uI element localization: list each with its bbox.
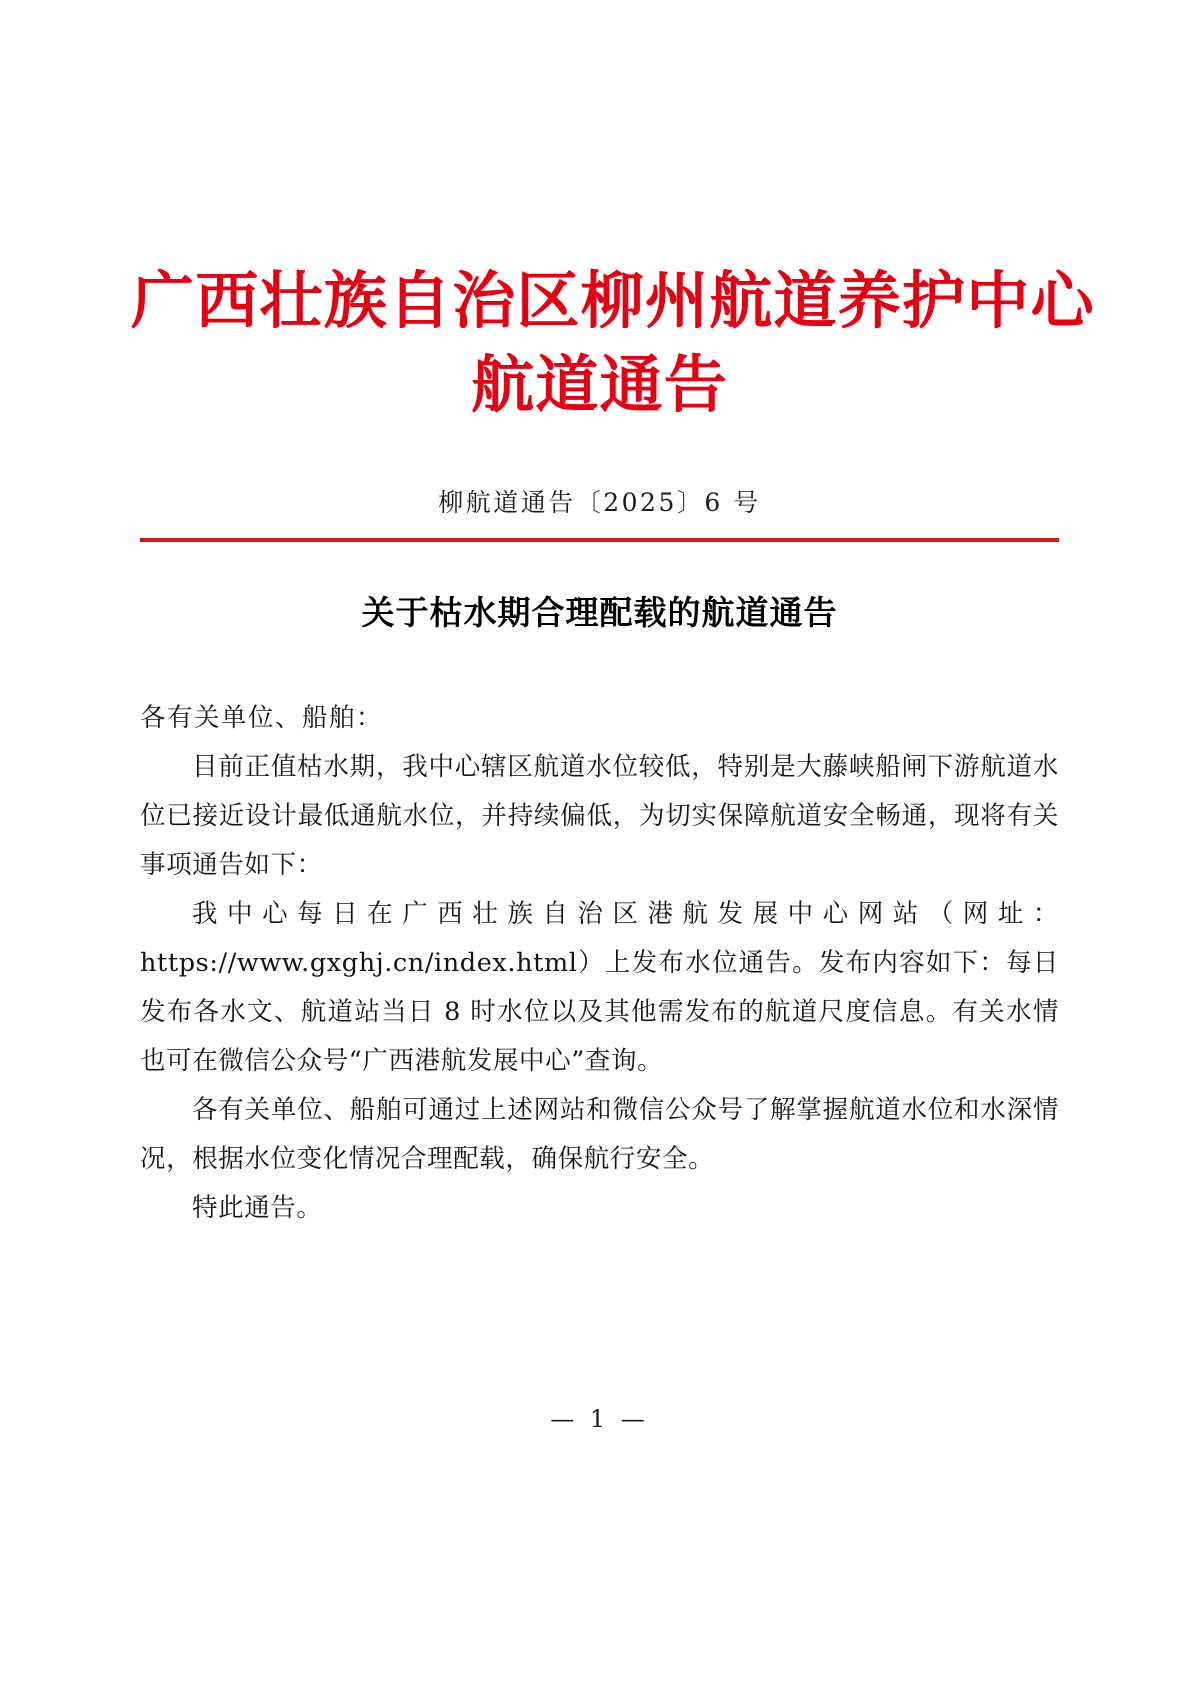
page-number-footer: — 1 — <box>550 1405 649 1433</box>
body-paragraph-2: 我中心每日在广西壮族自治区港航发展中心网站（网址：https://www.gxghj.cn/index.html）上发布水位通告。发布内容如下：每日发布各水文、航道站当日 8 时水位以及其他需发布的航道尺度信息。有关水情也可在微信公众号“广西港航发展中心”查询。 <box>140 899 1059 1076</box>
body-content <box>140 694 1059 1233</box>
body-paragraph-4: 特此通告。 <box>192 1193 323 1223</box>
masthead <box>130 262 1095 424</box>
issuer-title-line-1: 广西壮族自治区柳州航道养护中心 <box>130 264 1095 337</box>
issuer-title-line-2: 航道通告 <box>470 348 729 421</box>
document-serial-number: 柳航道通告〔2025〕6 号 <box>438 488 761 517</box>
notice-subtitle: 关于枯水期合理配载的航道通告 <box>361 593 838 632</box>
red-divider-rule <box>140 538 1059 542</box>
body-paragraph-1: 目前正值枯水期，我中心辖区航道水位较低，特别是大藤峡船闸下游航道水位已接近设计最低通航水位，并持续偏低，为切实保障航道安全畅通，现将有关事项通告如下： <box>140 752 1059 880</box>
body-paragraph-3: 各有关单位、船舶可通过上述网站和微信公众号了解掌握航道水位和水深情况，根据水位变化情况合理配载，确保航行安全。 <box>140 1095 1059 1174</box>
salutation: 各有关单位、船舶： <box>140 703 384 733</box>
